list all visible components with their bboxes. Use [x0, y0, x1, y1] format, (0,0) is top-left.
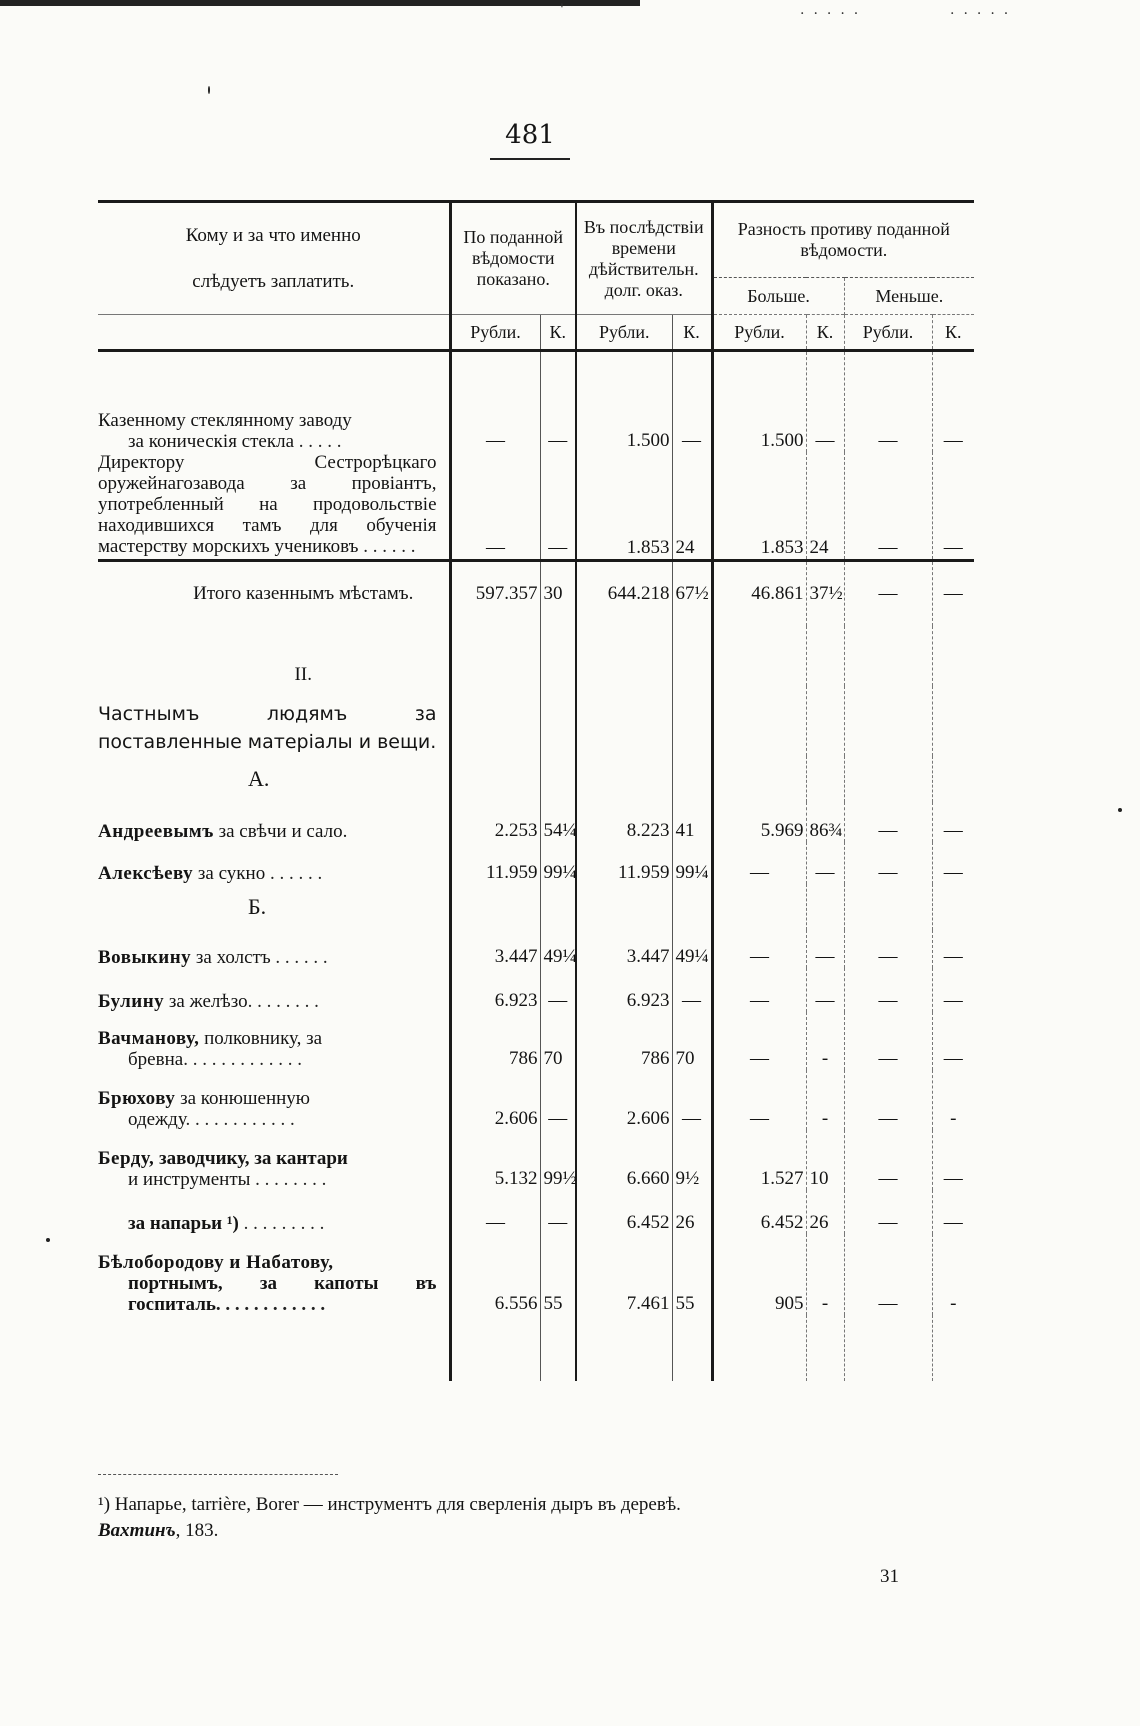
submitted-kop: 55	[540, 1234, 576, 1315]
table-row	[98, 351, 974, 453]
header-difference: Разность противу поданной вѣдомости.	[712, 202, 974, 278]
total-actual-kop: 67½	[672, 561, 712, 627]
page-number: 481	[505, 120, 555, 150]
unit-kop: К.	[672, 315, 712, 351]
less-rub: —	[844, 1130, 932, 1190]
table-row	[98, 968, 974, 1012]
header-who: Кому и за что именно слѣдуетъ заплатить.	[185, 224, 361, 292]
more-kop: —	[806, 351, 844, 453]
actual-rub: 6.923	[576, 968, 672, 1012]
actual-kop: 55	[672, 1234, 712, 1315]
header-submitted: По поданной вѣдомости показано.	[450, 202, 576, 315]
submitted-kop: 54¼	[540, 802, 576, 842]
unit-kop: К.	[806, 315, 844, 351]
table-row	[98, 842, 974, 884]
total-less-rub: —	[844, 561, 932, 627]
header-less: Меньше.	[844, 278, 974, 315]
actual-kop: 9½	[672, 1130, 712, 1190]
more-kop: 86¾	[806, 802, 844, 842]
scan-artifact: .....	[950, 2, 1018, 18]
more-kop: —	[806, 842, 844, 884]
less-kop: —	[932, 842, 974, 884]
submitted-rub: 786	[450, 1012, 540, 1070]
actual-rub: 11.959	[576, 842, 672, 884]
less-kop: —	[932, 351, 974, 453]
submitted-kop: 70	[540, 1012, 576, 1070]
submitted-kop: 49¼	[540, 930, 576, 968]
footnote	[98, 1492, 998, 1544]
more-rub: —	[712, 1012, 806, 1070]
row-description: Берду, заводчику, за кантари и инструменты . . . . . . . .	[98, 1148, 348, 1190]
total-more-kop: 37½	[806, 561, 844, 627]
page-number-rule	[490, 158, 570, 160]
total-submitted-kop: 30	[540, 561, 576, 627]
total-more-rub: 46.861	[712, 561, 806, 627]
less-rub: —	[844, 452, 932, 561]
total-actual-rub: 644.218	[576, 561, 672, 627]
row-description: Бѣлобородову и Набатову, портнымъ, за капоты въ госпиталь. . . . . . . . . . . .	[98, 1252, 437, 1315]
table-row	[98, 802, 974, 842]
footnote-rule	[98, 1474, 338, 1475]
more-kop: —	[806, 930, 844, 968]
less-kop: —	[932, 968, 974, 1012]
more-rub: 905	[712, 1234, 806, 1315]
submitted-kop: —	[540, 1070, 576, 1130]
total-less-kop: —	[932, 561, 974, 627]
less-kop: —	[932, 930, 974, 968]
unit-kop: К.	[540, 315, 576, 351]
actual-rub: 7.461	[576, 1234, 672, 1315]
more-rub: —	[712, 1070, 806, 1130]
less-rub: —	[844, 1190, 932, 1234]
row-description: Брюхову за конюшенную одежду. . . . . . . . . . . .	[98, 1088, 310, 1130]
unit-rub: Рубли.	[576, 315, 672, 351]
actual-kop: 24	[672, 452, 712, 561]
letter-row	[98, 884, 974, 930]
submitted-rub: —	[450, 351, 540, 453]
submitted-kop: 99¼	[540, 842, 576, 884]
more-rub: 5.969	[712, 802, 806, 842]
more-kop: 10	[806, 1130, 844, 1190]
submitted-rub: —	[450, 1190, 540, 1234]
actual-rub: 1.500	[576, 351, 672, 453]
actual-rub: 1.853	[576, 452, 672, 561]
scan-artifact	[1118, 808, 1122, 812]
actual-kop: —	[672, 351, 712, 453]
actual-rub: 6.660	[576, 1130, 672, 1190]
actual-kop: 26	[672, 1190, 712, 1234]
actual-kop: 99¼	[672, 842, 712, 884]
scan-top-band	[0, 0, 640, 6]
table-row	[98, 1234, 974, 1315]
more-kop: -	[806, 1070, 844, 1130]
actual-rub: 786	[576, 1012, 672, 1070]
table-row	[98, 1130, 974, 1190]
units-row	[98, 315, 974, 351]
less-rub: —	[844, 1234, 932, 1315]
footnote-ref: , 183.	[175, 1520, 219, 1541]
row-description: Андреевымъ за свѣчи и сало.	[98, 821, 348, 842]
more-rub: 1.853	[712, 452, 806, 561]
letter-row	[98, 756, 974, 802]
submitted-kop: —	[540, 351, 576, 453]
more-rub: —	[712, 930, 806, 968]
less-rub: —	[844, 968, 932, 1012]
submitted-kop: —	[540, 968, 576, 1012]
submitted-kop: —	[540, 1190, 576, 1234]
units-blank	[98, 315, 450, 351]
submitted-rub: 2.606	[450, 1070, 540, 1130]
actual-kop: —	[672, 968, 712, 1012]
less-kop: —	[932, 1130, 974, 1190]
submitted-rub: 6.923	[450, 968, 540, 1012]
footnote-author: Вахтинъ	[98, 1520, 176, 1541]
total-row	[98, 561, 974, 627]
less-rub: —	[844, 351, 932, 453]
more-rub: 1.527	[712, 1130, 806, 1190]
more-rub: 1.500	[712, 351, 806, 453]
table-row	[98, 1070, 974, 1130]
less-kop: -	[932, 1234, 974, 1315]
unit-rub: Рубли.	[712, 315, 806, 351]
submitted-kop: 99½	[540, 1130, 576, 1190]
more-kop: -	[806, 1012, 844, 1070]
less-rub: —	[844, 842, 932, 884]
row-description: Булину за желѣзо. . . . . . . .	[98, 991, 319, 1012]
header-actual: Въ послѣдствіи времени дѣйствительн. долг. оказ.	[576, 202, 712, 315]
actual-kop: 41	[672, 802, 712, 842]
section-numeral: II.	[294, 664, 312, 685]
submitted-kop: —	[540, 452, 576, 561]
submitted-rub: 5.132	[450, 1130, 540, 1190]
more-rub: —	[712, 968, 806, 1012]
actual-rub: 8.223	[576, 802, 672, 842]
actual-rub: 3.447	[576, 930, 672, 968]
row-description: Директору Сестрорѣцкаго оружейнагозавода за провіантъ, употребленный на продовольствіе находившихся тамъ для обученія мастерству морскихъ учениковъ . . . . . .	[98, 452, 437, 557]
section-title: Частнымъ людямъ за поставленные матеріалы и вещи.	[98, 703, 437, 753]
section-letter: Б.	[248, 894, 267, 919]
total-label: Итого казеннымъ мѣстамъ.	[98, 561, 450, 627]
more-kop: 24	[806, 452, 844, 561]
less-rub: —	[844, 802, 932, 842]
unit-rub: Рубли.	[450, 315, 540, 351]
more-rub: 6.452	[712, 1190, 806, 1234]
more-kop: -	[806, 1234, 844, 1315]
submitted-rub: —	[450, 452, 540, 561]
row-description: Алексѣеву за сукно . . . . . .	[98, 863, 323, 884]
table-row	[98, 1190, 974, 1234]
actual-kop: 70	[672, 1012, 712, 1070]
ledger-table	[98, 200, 974, 1381]
more-kop: —	[806, 968, 844, 1012]
less-kop: -	[932, 1070, 974, 1130]
actual-kop: 49¼	[672, 930, 712, 968]
more-kop: 26	[806, 1190, 844, 1234]
less-kop: —	[932, 452, 974, 561]
section-letter: А.	[248, 766, 270, 791]
submitted-rub: 2.253	[450, 802, 540, 842]
footnote-text: ¹) Напарье, tarrière, Borer — инструментъ для сверленія дыръ въ деревѣ.	[98, 1494, 681, 1515]
table-row	[98, 452, 974, 561]
row-description: Казенному стеклянному заводу за коническія стекла . . . . .	[98, 410, 352, 452]
unit-rub: Рубли.	[844, 315, 932, 351]
less-kop: —	[932, 1012, 974, 1070]
submitted-rub: 6.556	[450, 1234, 540, 1315]
less-kop: —	[932, 802, 974, 842]
row-description: за напарьи ¹) . . . . . . . . .	[128, 1213, 325, 1234]
scan-artifact: '	[560, 2, 573, 18]
more-rub: —	[712, 842, 806, 884]
row-description: Вовыкину за холстъ . . . . . .	[98, 947, 328, 968]
scan-artifact	[46, 1238, 50, 1242]
scan-artifact	[208, 86, 210, 94]
submitted-rub: 3.447	[450, 930, 540, 968]
signature-mark: 31	[880, 1566, 899, 1587]
scan-artifact: .....	[800, 2, 868, 18]
unit-kop: К.	[932, 315, 974, 351]
section-numeral-row	[98, 626, 974, 686]
less-rub: —	[844, 930, 932, 968]
submitted-rub: 11.959	[450, 842, 540, 884]
less-kop: —	[932, 1190, 974, 1234]
total-submitted-rub: 597.357	[450, 561, 540, 627]
less-rub: —	[844, 1012, 932, 1070]
table-tail	[98, 1315, 974, 1381]
header-more: Больше.	[712, 278, 844, 315]
actual-rub: 2.606	[576, 1070, 672, 1130]
less-rub: —	[844, 1070, 932, 1130]
table-row	[98, 930, 974, 968]
section-title-row	[98, 686, 974, 756]
actual-kop: —	[672, 1070, 712, 1130]
header-row	[98, 202, 974, 278]
table-row	[98, 1012, 974, 1070]
actual-rub: 6.452	[576, 1190, 672, 1234]
row-description: Вачманову, полковнику, за бревна. . . . . . . . . . . . .	[98, 1028, 323, 1070]
